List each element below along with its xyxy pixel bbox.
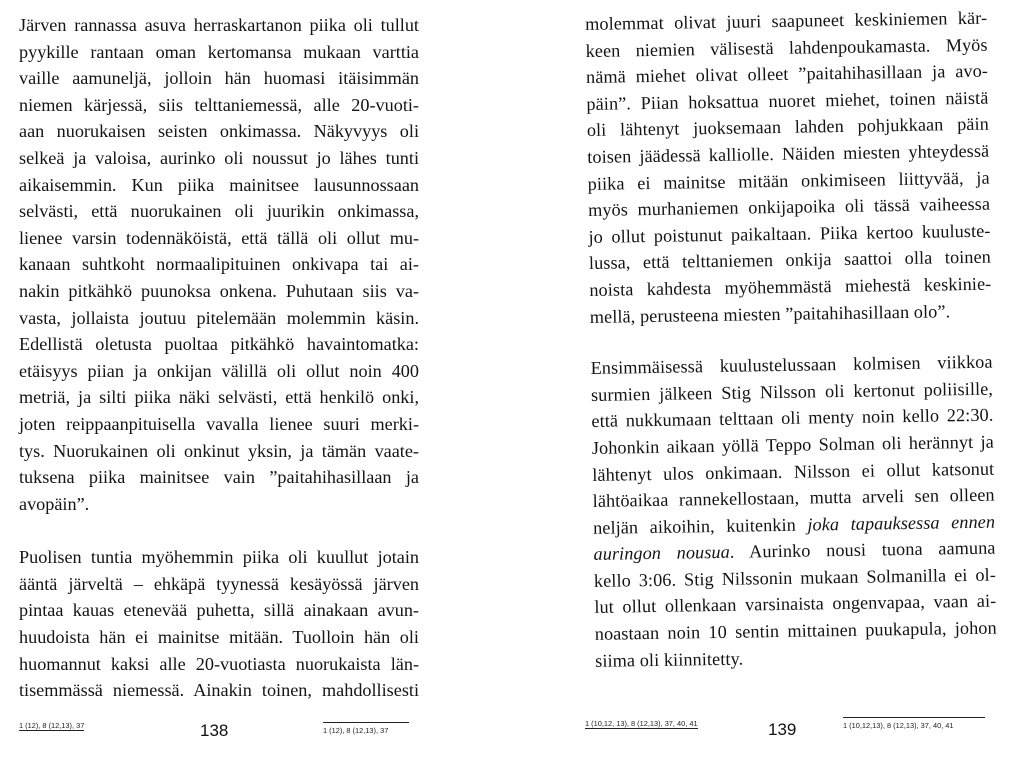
text-line: lähtöaikaa rannekellostaan, mutta arveli sen olleen [592,484,995,512]
text-line: siima oli kiinnitetty. [595,648,744,671]
text-line: selkeä ja valoisa, aurinko oli noussut jo lähes tunti [19,147,419,168]
text-line: vaille aamuneljä, jolloin hän huomasi itäisimmän [19,68,419,89]
footnote-reference: 1 (12), 8 (12,13), 37 [19,721,85,730]
paragraph [585,5,992,330]
text-line: neljän aikoihin, kuitenkin joka tapauksessa ennen [592,511,996,538]
footnote-reference: 1 (10,12, 13), 8 (12,13), 37, 40, 41 [585,719,698,728]
text-line: keen niemien välisestä lahdenpoukamasta. Myös [585,34,988,61]
text-line: nakin pitkähkö puunoksa onkena. Puhutaan siis va- [19,280,419,301]
text-line: Ensimmäisessä kuulustelussaan kolmisen viikkoa [590,351,993,379]
text-line: päin”. Piian hoksattua nuoret miehet, toinen näistä [586,87,989,114]
text-line: selvästi, että nuorukainen oli juurikin onkimassa, [19,201,419,222]
text-line: lut ollut ollenkaan varsinaista ongenvapaa, vaan ai- [594,591,997,618]
text-line: lienee varsin todennäköistä, että tällä oli ollut mu- [19,227,419,248]
footnote-rule [843,717,985,718]
footnote-reference: 1 (12), 8 (12,13), 37 [323,726,389,735]
text-line: tuksena piika mainitsee vain ”paitahihasillaan ja [19,467,419,488]
text-line: ääntä järveltä – ehkäpä tyynessä kesäyössä järven [19,573,419,594]
text-line: mellä, perusteena miesten ”paitahihasillaan olo”. [589,300,951,327]
text-line: lähtenyt ulos onkimaan. Nilsson ei ollut katsonut [592,458,995,485]
footnote-reference: 1 (10,12,13), 8 (12,13), 37, 40, 41 [843,721,954,730]
text-line: molemmat olivat juuri saapuneet keskiniemen kär- [585,7,988,34]
paragraph [590,349,997,674]
text-line: kello 3:06. Stig Nilssonin mukaan Solmanilla ei ol- [593,564,997,591]
text-line: noastaan noin 10 sentin mittainen puukapula, johon [594,617,997,644]
left-page-body [19,12,419,704]
text-line: jo ollut poistunut paikaltaan. Piika kertoo kuuluste- [588,220,991,247]
text-line: auringon nousua. Aurinko nousi tuona aamuna [593,537,996,565]
text-line: tys. Nuorukainen oli onkinut yksin, ja tämän vaate- [19,440,419,461]
text-line: aikaisemmin. Kun piika mainitsee lausunnossaan [19,174,419,195]
text-line: pintaa kauas etenevää puhetta, sillä ainakaan avun- [19,600,419,621]
text-line: noista kahdesta myöhemmästä miehestä keskinie- [589,273,992,300]
text-line: huomannut kaksi alle 20-vuotiasta nuorukaista län- [19,653,419,674]
text-line: joten reippaanpituisella vavalla lienee suuri merki- [19,413,419,434]
text-line: aan nuorukaisen seisten onkimassa. Näkyvyys oli [19,121,419,142]
text-line: Edellistä oletusta puoltaa pitkähkö havaintomatka: [19,334,419,355]
text-line: toisen jäädessä kalliolle. Näiden miesten yhteydessä [587,140,990,167]
text-line: nämä miehet olivat olleet ”paitahihasillaan ja avo- [585,60,989,88]
text-line: tisemmässä niemessä. Ainakin toinen, mahdollisesti [19,680,419,701]
text-line: surmien jälkeen Stig Nilsson oli kertonut poliisille, [590,378,994,405]
text-line: pyykille rantaan oman kertomansa mukaan varttia [19,41,419,62]
text-line: Puolisen tuntia myöhemmin piika oli kuullut jotain [19,547,419,568]
paragraph [19,544,419,704]
text-line: piika ei mainitse mitään onkimiseen liittyvää, ja [587,167,990,194]
text-line: avopäin”. [19,493,90,514]
text-line: vasta, jollaista joutuu pitelemään molemmin käsin. [19,307,419,328]
right-page [505,0,1009,758]
footnote-rule [323,722,409,723]
text-line: lussa, että telttaniemen onkija saattoi olla toinen [588,246,992,274]
text-line: etäisyys piian ja onkijan välillä oli ollut noin 400 [19,360,419,381]
text-line: kanaan suhtkoht normaalipituinen onkivapa tai ai- [19,254,419,275]
text-line: Järven rannassa asuva herraskartanon piika oli tullut [19,15,419,35]
text-line: myös murhaniemen onkijapoika oli tässä vaiheessa [587,193,991,221]
page-number: 138 [200,721,229,740]
page-number: 139 [768,720,797,739]
text-line: Johonkin aikaan yöllä Teppo Solman oli herännyt ja [591,431,994,458]
text-line: metriä, ja silti piika näki selvästi, että henkilö onki, [19,387,419,408]
paragraph [19,12,419,517]
text-line: niemen kärjessä, siis telttaniemessä, alle 20-vuoti- [19,94,419,115]
right-page-body [585,5,997,674]
text-line: huudoista hän ei mainitse mitään. Tuolloin hän oli [19,627,419,648]
text-line: oli lähtenyt juoksemaan lahden pohjukkaan päin [586,114,989,141]
text-line: että nukkumaan telttaan oli menty noin kello 22:30. [591,404,994,432]
